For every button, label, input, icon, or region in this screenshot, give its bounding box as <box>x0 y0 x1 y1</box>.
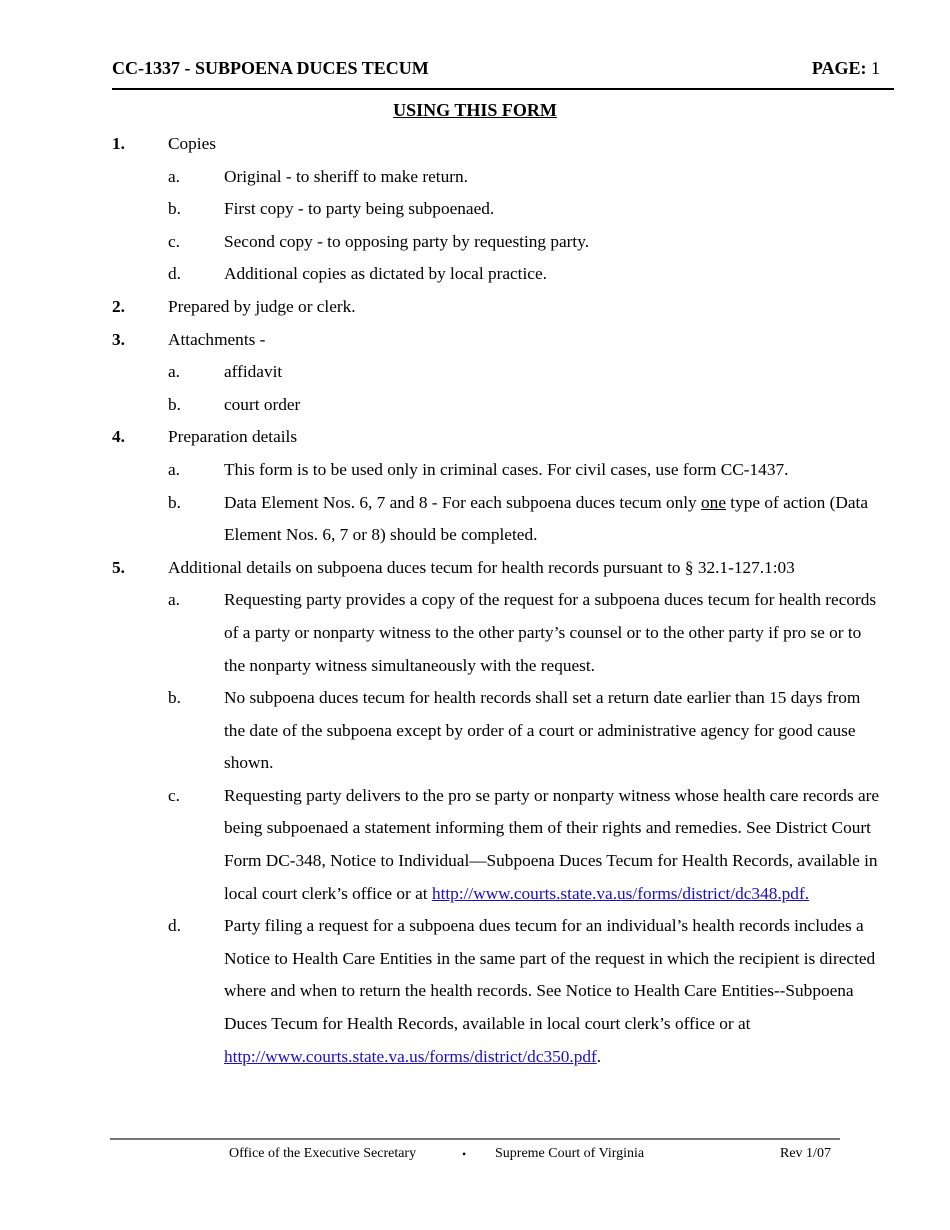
item-number: 5. <box>112 557 125 577</box>
sub-item-text: No subpoena duces tecum for health records shall set a return date earlier than 15 days from the date of the subpoena except by order of a court or administrative agency for good cause shown. <box>224 688 861 773</box>
list-item-4 <box>112 421 882 454</box>
sub-item-text <box>224 493 868 545</box>
list-item-3 <box>112 324 882 357</box>
sub-item-5b <box>112 682 882 780</box>
item-number: 1. <box>112 134 125 153</box>
item-text: Additional details on subpoena duces tecum for health records pursuant to § 32.1-127.1:03 <box>168 557 795 577</box>
sub-item-letter: b. <box>168 199 181 219</box>
item-text: Prepared by judge or clerk. <box>168 296 356 316</box>
sub-item-4b <box>112 487 882 552</box>
footer-court: Supreme Court of Virginia <box>495 1146 645 1161</box>
sub-item-text: Second copy - to opposing party by requesting party. <box>224 231 590 251</box>
instructions-list <box>112 128 882 1073</box>
sub-item-text: Requesting party provides a copy of the request for a subpoena duces tecum for health records of a party or nonparty witness to the other party’s counsel or to the other party if pro se or to the nonparty witness simultaneously with the request. <box>224 590 877 675</box>
sub-item-letter: b. <box>168 688 181 708</box>
sub-item-text: First copy - to party being subpoenaed. <box>224 199 495 219</box>
item-text: Copies <box>168 134 217 153</box>
sub-item-letter: a. <box>168 362 180 382</box>
sub-item-text: affidavit <box>224 362 283 382</box>
sub-item-letter: d. <box>168 264 181 284</box>
page-header <box>112 56 894 90</box>
footer-office: Office of the Executive Secretary <box>229 1146 417 1161</box>
sub-item-text: court order <box>224 394 301 414</box>
sub-item-letter: b. <box>168 492 181 512</box>
sub-item-letter: c. <box>168 785 180 805</box>
footer-bullet: • <box>462 1147 467 1161</box>
page-label: PAGE: <box>811 58 867 78</box>
sub-item-3b <box>112 389 882 422</box>
sub-item-letter: a. <box>168 166 180 186</box>
item-number: 4. <box>112 427 125 447</box>
sub-item-5d <box>112 910 882 1073</box>
sub-item-text-start: Data Element Nos. 6, 7 and 8 - For each subpoena duces tecum only <box>224 492 702 512</box>
list-item-5 <box>112 552 882 585</box>
sub-item-text: Additional copies as dictated by local practice. <box>224 264 547 284</box>
sub-item-3a <box>112 356 882 389</box>
item-number: 3. <box>112 329 125 349</box>
sub-item-text: Original - to sheriff to make return. <box>224 166 468 186</box>
dc348-link[interactable]: http://www.courts.state.va.us/forms/district/dc348.pdf. <box>431 883 810 903</box>
sub-item-text-end: type of action (Data Element Nos. 6, 7 or 8) should be completed. <box>224 492 869 545</box>
sub-item-letter: c. <box>168 231 180 251</box>
sub-item-text <box>224 916 875 1065</box>
sub-item-5a <box>112 584 882 682</box>
sub-item-4a <box>112 454 882 487</box>
list-item-2 <box>112 291 882 324</box>
sub-item-1b <box>112 193 882 226</box>
section-title: USING THIS FORM <box>393 100 557 120</box>
form-title: CC-1337 - SUBPOENA DUCES TECUM <box>112 58 429 78</box>
sub-item-text-body: Requesting party delivers to the pro se party or nonparty witness whose health care records are being subpoenaed a statement informing them of their rights and remedies. See District Court Form DC-348, Notice to Individual—Subpoena Duces Tecum for Health Records, available in local court clerk’s office or at <box>224 785 880 903</box>
page-indicator <box>812 56 880 80</box>
footer-revision: Rev 1/07 <box>780 1146 831 1161</box>
sub-item-letter: d. <box>168 916 181 936</box>
dc350-link[interactable]: http://www.courts.state.va.us/forms/district/dc350.pdf <box>224 1046 597 1066</box>
sub-item-1c <box>112 226 882 259</box>
sub-item-1a <box>112 161 882 194</box>
list-item-1 <box>112 128 882 161</box>
emphasized-word: one <box>701 492 726 512</box>
item-text: Attachments - <box>168 329 266 349</box>
item-text: Preparation details <box>168 427 298 447</box>
page-number: 1 <box>871 58 880 78</box>
sub-item-text: This form is to be used only in criminal cases. For civil cases, use form CC-1437. <box>224 459 789 479</box>
item-number: 2. <box>112 296 125 316</box>
sub-item-letter: b. <box>168 394 181 414</box>
sub-item-text-end: . <box>596 1046 602 1066</box>
sub-item-letter: a. <box>168 459 180 479</box>
sub-item-text-body: Party filing a request for a subpoena dues tecum for an individual’s health records includes a Notice to Health Care Entities in the same part of the request in which the recipient is directed where and when to return the health records. See Notice to Health Care Entities--Subpoena Duces Tecum for Health Records, available in local court clerk’s office or at <box>224 916 876 1034</box>
sub-item-text <box>224 786 879 903</box>
sub-item-5c <box>112 780 882 910</box>
sub-item-letter: a. <box>168 590 180 610</box>
sub-item-1d <box>112 258 882 291</box>
footer-divider <box>110 1138 840 1140</box>
